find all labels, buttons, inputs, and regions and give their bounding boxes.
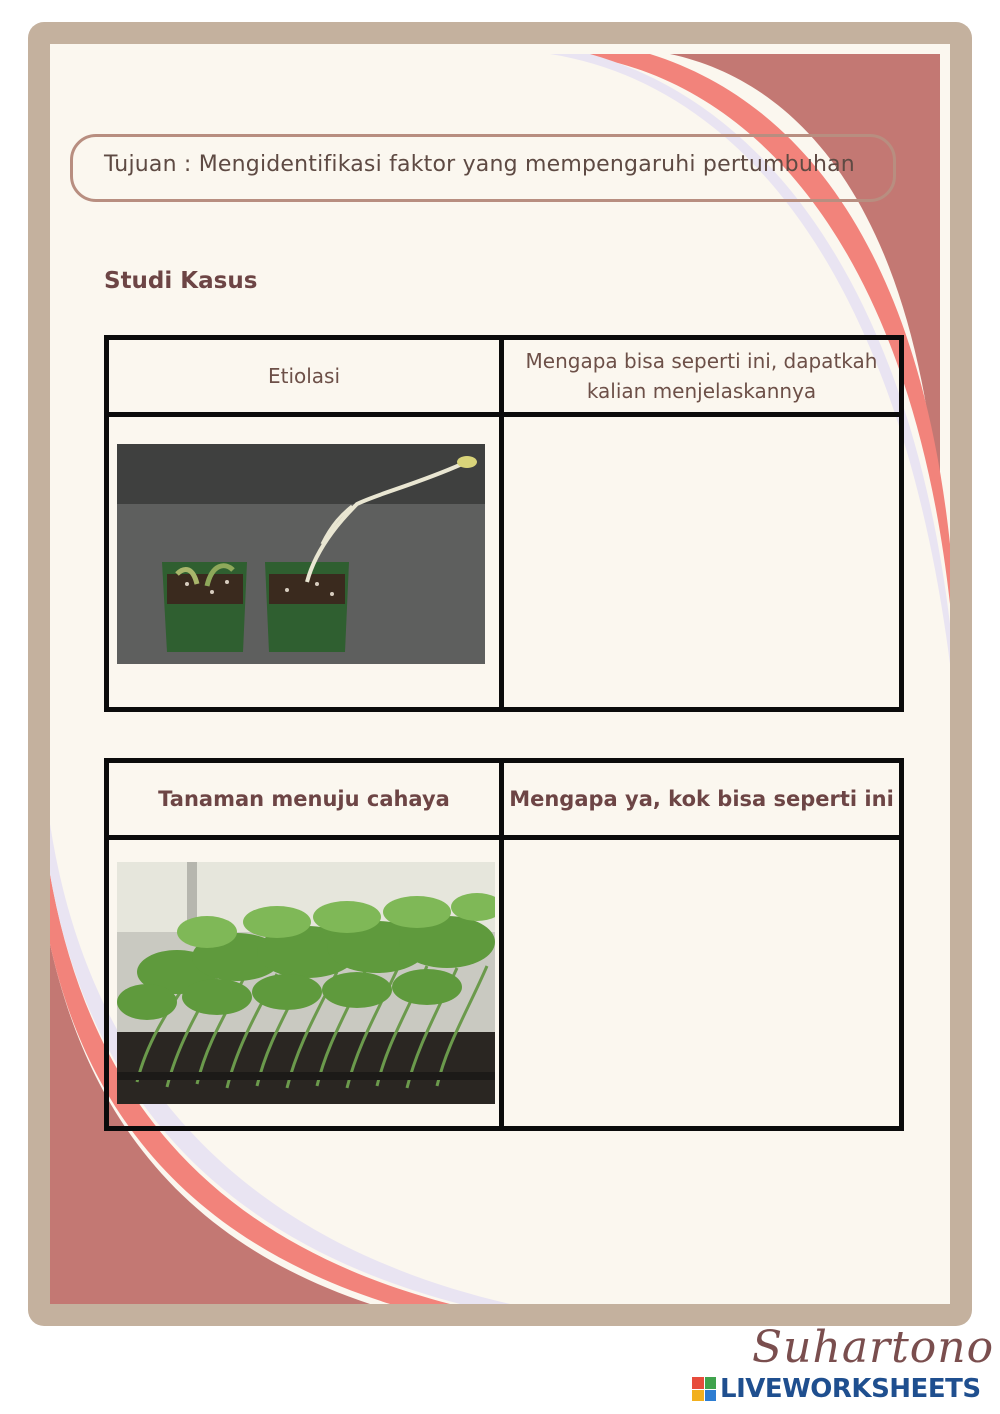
table2-left-header-cell bbox=[107, 761, 502, 838]
case-table-etiolation bbox=[104, 335, 904, 712]
table2-right-header: Mengapa ya, kok bisa seperti ini bbox=[509, 787, 894, 811]
table2-right-header-cell bbox=[502, 761, 902, 838]
table1-left-header: Etiolasi bbox=[267, 364, 341, 388]
goal-text: Tujuan : Mengidentifikasi faktor yang mempengaruhi pertumbuhan bbox=[104, 152, 855, 177]
etiolation-photo bbox=[117, 444, 485, 664]
table1-image-cell bbox=[107, 415, 502, 710]
table2-answer-cell[interactable] bbox=[502, 838, 902, 1129]
section-title: Studi Kasus bbox=[104, 268, 258, 294]
liveworksheets-brand[interactable] bbox=[692, 1374, 981, 1404]
table2-left-header: Tanaman menuju cahaya bbox=[158, 787, 450, 811]
table1-right-header-cell bbox=[502, 338, 902, 415]
liveworksheets-wordmark: LIVEWORKSHEETS bbox=[720, 1374, 981, 1404]
liveworksheets-logo-icon bbox=[692, 1377, 716, 1401]
table1-right-header: Mengapa bisa seperti ini, dapatkah kalian menjelaskannya bbox=[525, 349, 878, 403]
case-table-phototropism bbox=[104, 758, 904, 1131]
table1-answer-cell[interactable] bbox=[502, 415, 902, 710]
table1-left-header-cell bbox=[107, 338, 502, 415]
author-signature: Suhartono bbox=[752, 1322, 995, 1373]
table2-image-cell bbox=[107, 838, 502, 1129]
phototropism-photo bbox=[117, 862, 495, 1104]
